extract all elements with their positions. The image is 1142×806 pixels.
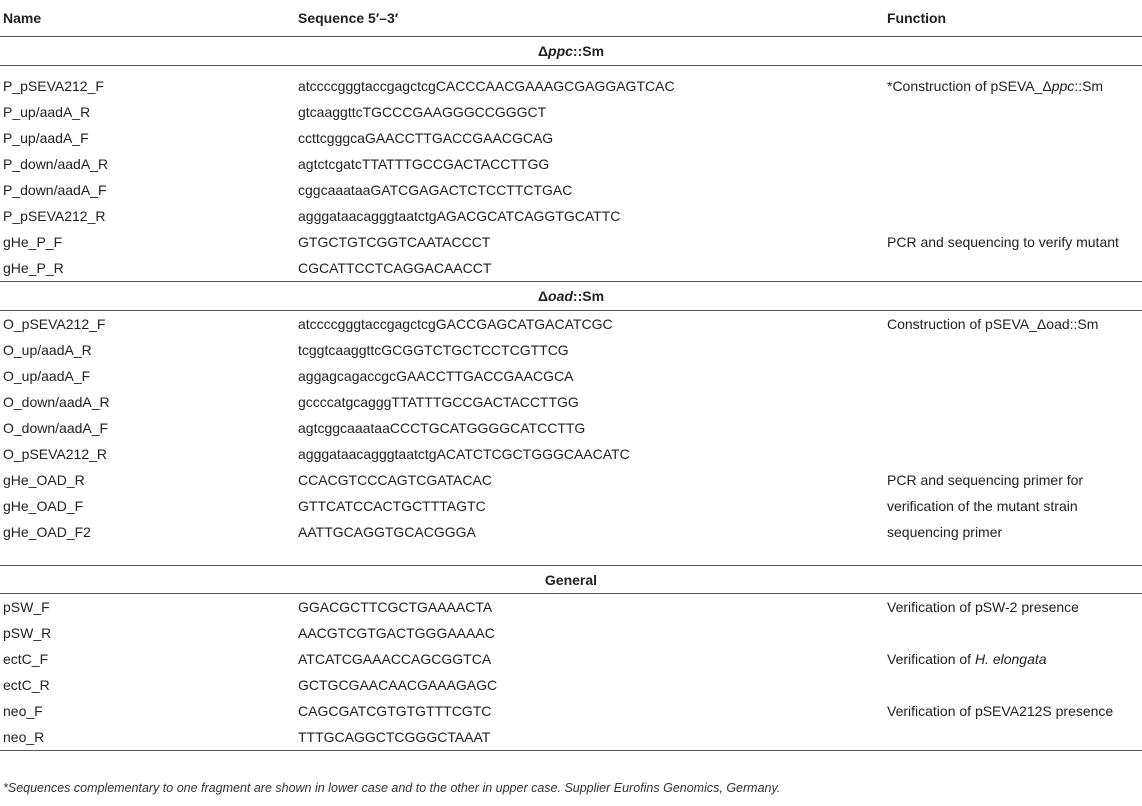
section-header-row [0,566,1142,594]
table-row [0,125,1142,151]
primer-name: ectC_F [3,651,49,667]
primer-name: gHe_OAD_F [3,498,84,514]
primer-function [887,229,1142,255]
primer-sequence: CCACGTCCCAGTCGATACAC [298,472,492,488]
table-row [0,337,1142,363]
primer-sequence: agtcggcaaataaCCCTGCATGGGGCATCCTTG [298,420,586,436]
primer-function [887,594,1142,621]
table-row [0,151,1142,177]
primer-function [887,646,1142,672]
section-title [0,282,1142,311]
section-title-suffix: ::Sm [572,43,605,59]
spacer-row [0,66,1142,74]
primer-name: O_up/aadA_F [3,368,91,384]
section-title-italic: oad [548,288,573,304]
primer-name: O_down/aadA_F [3,420,109,436]
function-text: PCR and sequencing primer for [887,472,1084,488]
spacer-row [0,545,1142,566]
table-row [0,177,1142,203]
table-row [0,646,1142,672]
function-text: Construction of pSEVA_Δoad::Sm [887,316,1099,332]
primer-name: P_up/aadA_F [3,130,89,146]
table-row [0,698,1142,724]
primer-sequence: AATTGCAGGTGCACGGGA [298,524,476,540]
function-text: verification of the mutant strain [887,498,1078,514]
primer-sequence: atccccgggtaccgagctcgGACCGAGCATGACATCGC [298,316,613,332]
table-row [0,441,1142,467]
primer-name: P_down/aadA_F [3,182,107,198]
primer-sequence: cggcaaataaGATCGAGACTCTCCTTCTGAC [298,182,573,198]
header-row [0,0,1142,37]
primer-function [887,151,1142,177]
function-text: PCR and sequencing to verify mutant [887,234,1119,250]
primer-function [887,724,1142,751]
primer-function [887,99,1142,125]
primer-name: O_up/aadA_R [3,342,92,358]
primer-function [887,177,1142,203]
primer-function [887,672,1142,698]
table-row [0,99,1142,125]
primer-name: O_down/aadA_R [3,394,110,410]
primer-name: gHe_OAD_R [3,472,85,488]
table-row [0,203,1142,229]
primer-sequence: ccttcgggcaGAACCTTGACCGAACGCAG [298,130,554,146]
spacer-cell [0,66,1142,74]
section-header-row [0,37,1142,66]
primer-sequence: ATCATCGAAACCAGCGGTCA [298,651,492,667]
section-title-prefix: Δ [537,288,549,304]
primer-name: gHe_OAD_F2 [3,524,91,540]
function-text: Verification of pSW-2 presence [887,599,1079,615]
primer-function [887,467,1142,493]
primer-function [887,620,1142,646]
primer-name: neo_R [0,724,298,751]
primer-function [887,415,1142,441]
table-row [0,363,1142,389]
function-text: sequencing primer [887,524,1003,540]
function-text: Verification of [887,651,975,667]
primer-function [887,125,1142,151]
primer-function [887,363,1142,389]
table-row [0,389,1142,415]
primer-name: P_pSEVA212_R [3,208,106,224]
section-title [0,37,1142,66]
primer-sequence: agtctcgatcTTATTTGCCGACTACCTTGG [298,156,550,172]
function-text: Verification of pSEVA212S presence [887,703,1114,719]
primer-function [887,441,1142,467]
primer-sequence: gccccatgcagggTTATTTGCCGACTACCTTGG [298,394,579,410]
primer-function [887,255,1142,282]
primer-name: P_down/aadA_R [3,156,109,172]
section-title-prefix: General [544,571,598,588]
table-footnote: *Sequences complementary to one fragment are shown in lower case and to the other in upper case. Supplier Eurofins Genomics, Germany. [3,781,781,795]
table-row [0,467,1142,493]
header-sequence: Sequence 5′–3′ [298,10,399,26]
table-row [0,493,1142,519]
table-row [0,724,1142,751]
primer-name: pSW_F [3,599,50,615]
section-title-prefix: Δ [537,43,549,59]
primer-name: O_pSEVA212_R [3,446,108,462]
primer-sequence: GGACGCTTCGCTGAAAACTA [298,599,493,615]
table-row [0,620,1142,646]
primer-sequence: CGCATTCCTCAGGACAACCT [298,260,492,276]
table-row [0,672,1142,698]
function-italic: ppc [1051,78,1075,94]
table-row [0,229,1142,255]
primer-sequence: agggataacagggtaatctgAGACGCATCAGGTGCATTC [298,208,621,224]
primer-function [887,493,1142,519]
section-title-suffix: ::Sm [572,288,605,304]
function-italic: H. elongata [974,651,1047,667]
primer-name: ectC_R [3,677,50,693]
primer-name: P_up/aadA_R [3,104,91,120]
spacer-cell [0,545,1142,566]
primer-name: O_pSEVA212_F [3,316,106,332]
function-suffix: ::Sm [1074,78,1104,94]
section-title-italic: ppc [548,43,573,59]
table-row [0,519,1142,545]
primer-sequence: GTTCATCCACTGCTTTAGTC [298,498,486,514]
primer-sequence: GTGCTGTCGGTCAATACCCT [298,234,491,250]
primer-sequence: tcggtcaaggttcGCGGTCTGCTCCTCGTTCG [298,342,569,358]
primer-name: pSW_R [3,625,52,641]
table-body [0,37,1142,751]
primer-sequence: agggataacagggtaatctgACATCTCGCTGGGCAACATC [298,446,630,462]
header-function: Function [887,10,947,26]
primer-sequence: CAGCGATCGTGTGTTTCGTC [298,703,492,719]
primer-name: P_pSEVA212_F [3,78,104,94]
primer-sequence: atccccgggtaccgagctcgCACCCAACGAAAGCGAGGAGTCAC [298,78,675,94]
primer-name: gHe_P_R [3,260,64,276]
primer-sequence: AACGTCGTGACTGGGAAAAC [298,625,495,641]
primer-function [887,311,1142,338]
function-text: *Construction of pSEVA_Δ [887,78,1052,94]
table-row [0,415,1142,441]
primer-function [887,73,1142,99]
primer-function [887,389,1142,415]
primer-sequence: gtcaaggttcTGCCCGAAGGGCCGGGCT [298,104,547,120]
table-row [0,255,1142,282]
primer-function [887,203,1142,229]
section-title [0,566,1142,594]
primer-function [887,519,1142,545]
primer-sequence: aggagcagaccgcGAACCTTGACCGAACGCA [298,368,574,384]
section-header-row [0,282,1142,311]
primer-name: neo_F [3,703,43,719]
primer-name: gHe_P_F [3,234,63,250]
primer-sequence: TTTGCAGGCTCGGGCTAAAT [298,724,887,751]
table-row [0,73,1142,99]
primer-function [887,698,1142,724]
primer-function [887,337,1142,363]
table-row [0,311,1142,338]
header-name: Name [3,10,42,26]
table-row [0,594,1142,621]
primer-sequence: GCTGCGAACAACGAAAGAGC [298,677,498,693]
